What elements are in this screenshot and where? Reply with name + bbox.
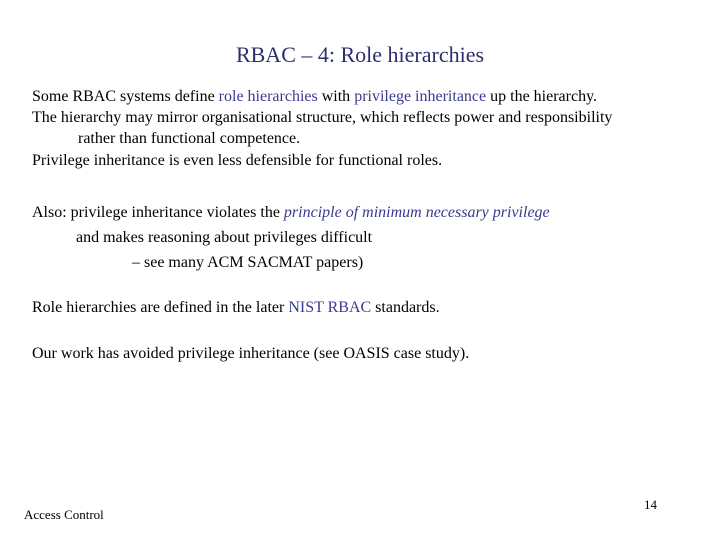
paragraph-role-hierarchies bbox=[32, 86, 597, 107]
highlight-privilege-inheritance: privilege inheritance bbox=[354, 88, 487, 105]
text-segment: with bbox=[317, 88, 355, 105]
text-segment: Also: privilege inheritance violates the bbox=[32, 204, 284, 221]
paragraph-also-line1 bbox=[32, 202, 550, 223]
slide-title: RBAC – 4: Role hierarchies bbox=[235, 42, 485, 67]
text-segment: up the hierarchy. bbox=[486, 88, 598, 105]
text-segment: Some RBAC systems define bbox=[32, 88, 219, 105]
paragraph-our-work: Our work has avoided privilege inheritance (see OASIS case study). bbox=[32, 345, 470, 362]
text-segment: standards. bbox=[371, 299, 440, 316]
paragraph-also-line3: – see many ACM SACMAT papers) bbox=[132, 254, 364, 271]
highlight-nist-rbac: NIST RBAC bbox=[288, 299, 372, 316]
paragraph-hierarchy-mirror-line1: The hierarchy may mirror organisational structure, which reflects power and responsibility bbox=[32, 109, 613, 126]
highlight-role-hierarchies: role hierarchies bbox=[218, 88, 318, 105]
page-number: 14 bbox=[644, 497, 657, 512]
paragraph-functional-roles: Privilege inheritance is even less defensible for functional roles. bbox=[32, 152, 443, 169]
highlight-minimum-privilege: principle of minimum necessary privilege bbox=[283, 204, 550, 221]
paragraph-nist bbox=[32, 297, 440, 318]
footer-label: Access Control bbox=[24, 507, 104, 522]
text-segment: Role hierarchies are defined in the later bbox=[32, 299, 289, 316]
paragraph-hierarchy-mirror-line2: rather than functional competence. bbox=[78, 130, 301, 147]
paragraph-also-line2: and makes reasoning about privileges difficult bbox=[76, 229, 373, 246]
